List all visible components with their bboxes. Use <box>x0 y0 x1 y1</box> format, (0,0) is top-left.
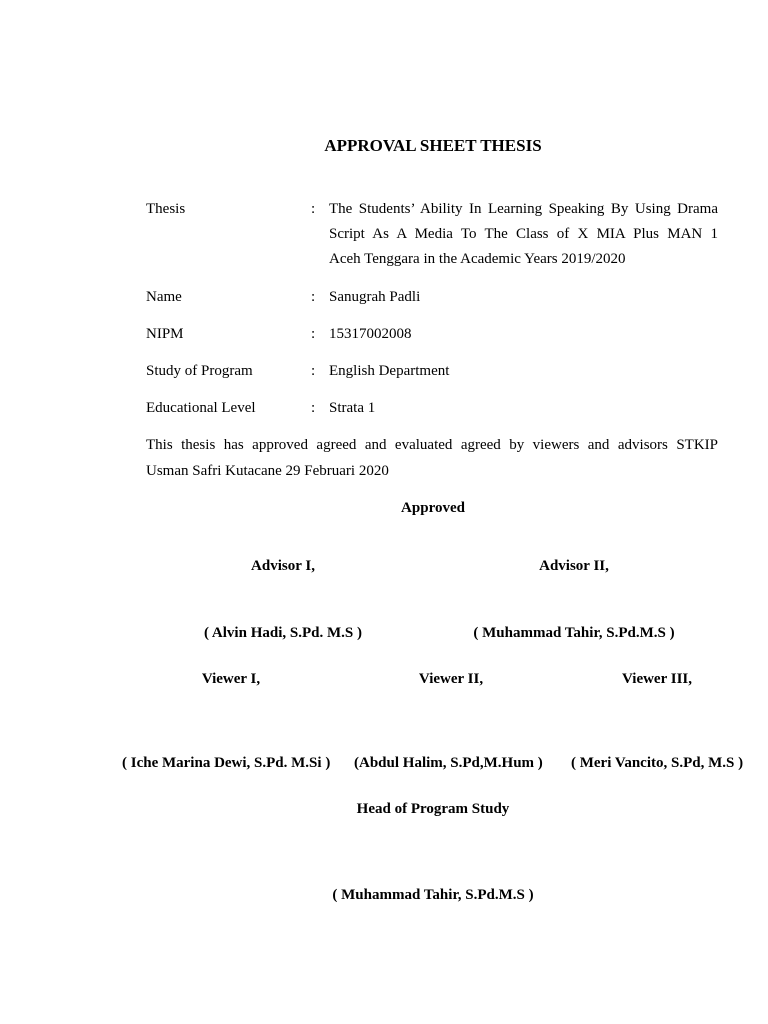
viewer-3-role: Viewer III, <box>622 671 692 687</box>
head-name: ( Muhammad Tahir, S.Pd.M.S ) <box>332 887 534 903</box>
advisor-1-name: ( Alvin Hadi, S.Pd. M.S ) <box>204 625 362 641</box>
head-role: Head of Program Study <box>356 801 510 817</box>
statement-line-1: This thesis has approved agreed and evaluated agreed by viewers and advisors STKIP <box>146 437 718 453</box>
advisor-2-role: Advisor II, <box>539 558 609 574</box>
nipm-label: NIPM <box>146 326 184 342</box>
study-colon: : <box>311 363 316 379</box>
approved-heading: Approved <box>401 500 465 516</box>
thesis-colon: : <box>311 201 316 217</box>
statement-line-2: Usman Safri Kutacane 29 Februari 2020 <box>146 463 389 479</box>
advisor-1-role: Advisor I, <box>251 558 315 574</box>
viewer-2-name: (Abdul Halim, S.Pd,M.Hum ) <box>354 755 543 771</box>
advisor-2-name: ( Muhammad Tahir, S.Pd.M.S ) <box>473 625 675 641</box>
name-label: Name <box>146 289 182 305</box>
viewer-1-role: Viewer I, <box>201 671 261 687</box>
viewer-3-name: ( Meri Vancito, S.Pd, M.S ) <box>571 755 744 771</box>
thesis-label: Thesis <box>146 201 186 217</box>
study-label: Study of Program <box>146 363 253 379</box>
level-label: Educational Level <box>146 400 256 416</box>
thesis-title-line-1: The Students’ Ability In Learning Speaking By Using Drama <box>329 201 718 217</box>
nipm-colon: : <box>311 326 316 342</box>
nipm-value: 15317002008 <box>329 326 412 342</box>
document-title: APPROVAL SHEET THESIS <box>324 136 542 155</box>
viewer-2-role: Viewer II, <box>418 671 484 687</box>
name-colon: : <box>311 289 316 305</box>
study-value: English Department <box>329 363 450 379</box>
level-value: Strata 1 <box>329 400 376 416</box>
thesis-title-line-2: Script As A Media To The Class of X MIA Plus MAN 1 <box>329 226 718 242</box>
thesis-title-line-3: Aceh Tenggara in the Academic Years 2019/2020 <box>329 251 626 267</box>
level-colon: : <box>311 400 316 416</box>
viewer-1-name: ( Iche Marina Dewi, S.Pd. M.Si ) <box>122 755 331 771</box>
name-value: Sanugrah Padli <box>329 289 421 305</box>
